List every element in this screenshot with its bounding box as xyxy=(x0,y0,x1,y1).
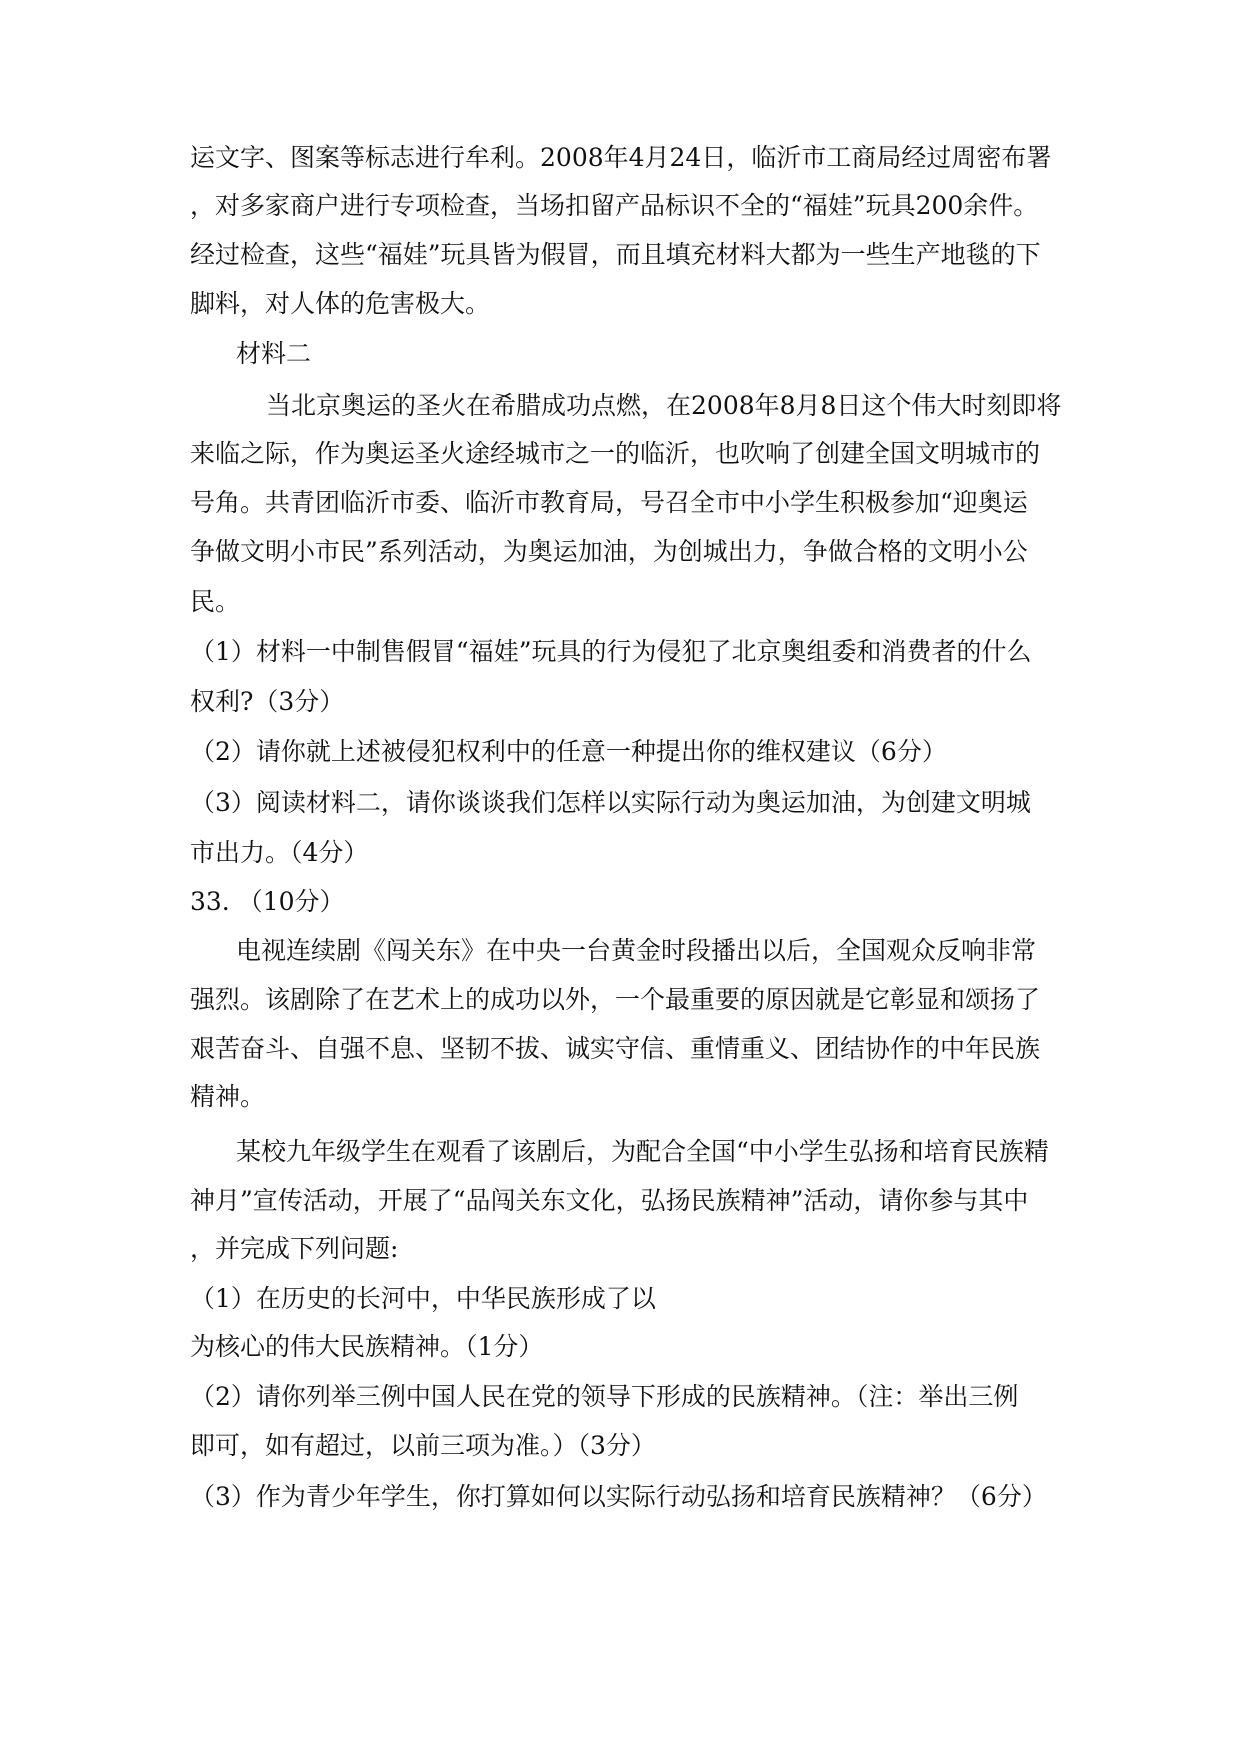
text-line: 脚料，对人体的危害极大。 xyxy=(190,289,491,318)
question-line: 市出力。（4分） xyxy=(190,838,369,867)
text-line: 运文字、图案等标志进行牟利。2008年4月24日，临沂市工商局经过周密布署 xyxy=(190,143,1052,172)
text-line: 强烈。该剧除了在艺术上的成功以外，一个最重要的原因就是它彰显和颂扬了 xyxy=(190,985,1041,1014)
question-line: 为核心的伟大民族精神。（1分） xyxy=(190,1332,544,1361)
question-line: （2）请你就上述被侵犯权利中的任意一种提出你的维权建议（6分） xyxy=(190,737,947,766)
text-line: 来临之际，作为奥运圣火途经城市之一的临沂，也吹响了创建全国文明城市的 xyxy=(190,439,1041,468)
text-line: ，并完成下列问题: xyxy=(190,1234,399,1263)
text-line: 民。 xyxy=(190,587,241,616)
question-line: （1）材料一中制售假冒“福娃”玩具的行为侵犯了北京奥组委和消费者的什么 xyxy=(190,637,1032,666)
text-line: 经过检查，这些“福娃”玩具皆为假冒，而且填充材料大都为一些生产地毯的下 xyxy=(190,240,1041,269)
text-line: 当北京奥运的圣火在希腊成功点燃，在2008年8月8日这个伟大时刻即将 xyxy=(266,391,1062,420)
question-number: 33. （10分） xyxy=(190,887,345,916)
question-line: 即可，如有超过，以前三项为准。）（3分） xyxy=(190,1431,656,1460)
question-line: （1）在历史的长河中，中华民族形成了以 xyxy=(190,1284,656,1313)
question-line: 权利?（3分） xyxy=(190,687,345,716)
text-line: ，对多家商户进行专项检查，当场扣留产品标识不全的“福娃”玩具200余件。 xyxy=(190,191,1039,220)
text-line: 某校九年级学生在观看了该剧后，为配合全国“中小学生弘扬和培育民族精 xyxy=(236,1137,1049,1166)
text-line: 争做文明小市民”系列活动，为奥运加油，为创城出力，争做合格的文明小公 xyxy=(190,537,1028,566)
question-line: （3）作为青少年学生，你打算如何以实际行动弘扬和培育民族精神？（6分） xyxy=(190,1482,1047,1511)
text-line: 精神。 xyxy=(190,1082,266,1111)
text-line: 艰苦奋斗、自强不息、坚韧不拔、诚实守信、重情重义、团结协作的中年民族 xyxy=(190,1034,1041,1063)
text-line: 号角。共青团临沂市委、临沂市教育局，号召全市中小学生积极参加“迎奥运 xyxy=(190,488,1028,517)
question-line: （2）请你列举三例中国人民在党的领导下形成的民族精神。（注：举出三例 xyxy=(190,1382,1019,1411)
section-heading: 材料二 xyxy=(236,339,312,368)
question-line: （3）阅读材料二，请你谈谈我们怎样以实际行动为奥运加油，为创建文明城 xyxy=(190,788,1031,817)
text-line: 电视连续剧《闯关东》在中央一台黄金时段播出以后，全国观众反响非常 xyxy=(236,936,1037,965)
text-line: 神月”宣传活动，开展了“品闯关东文化，弘扬民族精神”活动，请你参与其中 xyxy=(190,1186,1029,1215)
